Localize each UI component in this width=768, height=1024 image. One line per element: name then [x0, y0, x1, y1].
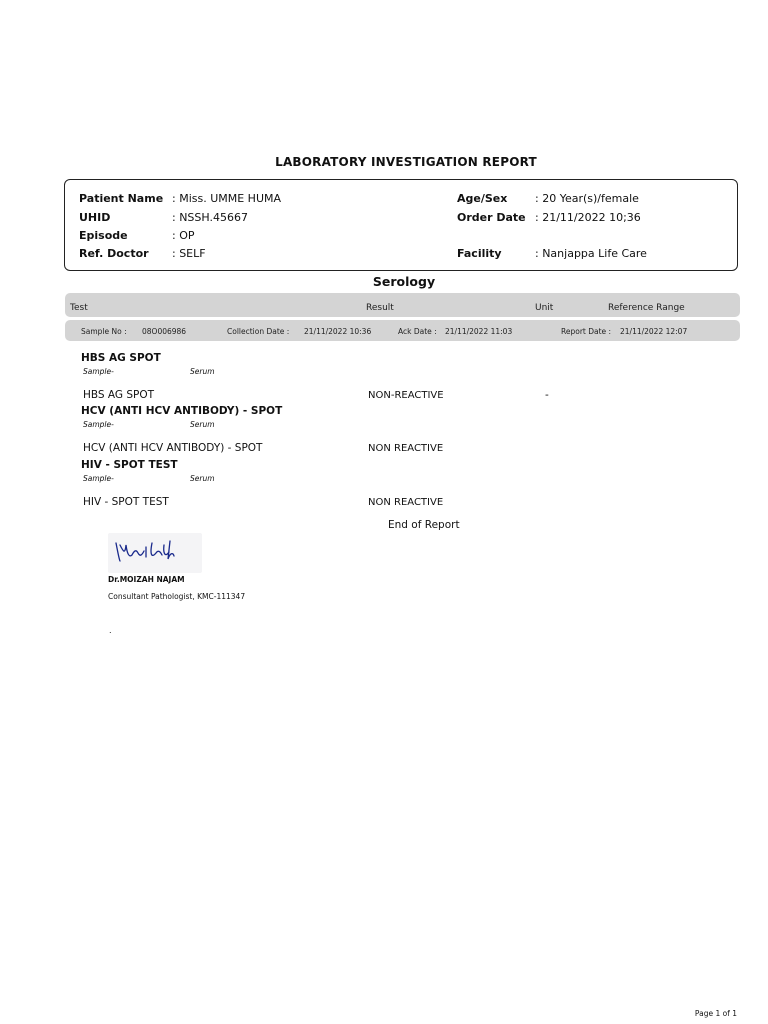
doctor-designation: Consultant Pathologist, KMC-111347 — [108, 592, 246, 601]
test-heading: HIV - SPOT TEST — [81, 459, 178, 471]
sample-no-value: 08O006986 — [142, 327, 187, 336]
episode-label: Episode — [79, 229, 128, 242]
facility-value: : Nanjappa Life Care — [535, 247, 647, 260]
sample-info-bar — [65, 320, 740, 341]
test-unit: - — [545, 389, 549, 401]
specimen-type: Serum — [190, 367, 215, 376]
collection-date-value: 21/11/2022 10:36 — [304, 327, 372, 336]
sample-no-label: Sample No : — [81, 327, 127, 336]
column-unit: Unit — [535, 303, 554, 313]
order-date-label: Order Date — [457, 211, 526, 224]
episode-value: : OP — [172, 229, 195, 242]
ref-doctor-value: : SELF — [172, 247, 206, 260]
order-date-value: : 21/11/2022 10;36 — [535, 211, 641, 224]
patient-name-value: : Miss. UMME HUMA — [172, 192, 282, 205]
test-name: HCV (ANTI HCV ANTIBODY) - SPOT — [83, 442, 263, 454]
uhid-label: UHID — [79, 211, 111, 224]
facility-label: Facility — [457, 247, 502, 260]
patient-name-label: Patient Name — [79, 192, 164, 205]
ack-date-label: Ack Date : — [398, 327, 437, 336]
test-result: NON-REACTIVE — [368, 390, 444, 401]
test-heading: HCV (ANTI HCV ANTIBODY) - SPOT — [81, 405, 283, 417]
age-sex-label: Age/Sex — [457, 192, 508, 205]
ack-date-value: 21/11/2022 11:03 — [445, 327, 513, 336]
collection-date-label: Collection Date : — [227, 327, 290, 336]
specimen-type: Serum — [190, 474, 215, 483]
uhid-value: : NSSH.45667 — [172, 211, 248, 224]
age-sex-value: : 20 Year(s)/female — [535, 192, 639, 205]
column-reference-range: Reference Range — [608, 303, 685, 313]
sample-label: Sample- — [83, 474, 114, 483]
report-date-label: Report Date : — [561, 327, 612, 336]
column-result: Result — [366, 303, 394, 313]
specimen-type: Serum — [190, 420, 215, 429]
sample-label: Sample- — [83, 367, 114, 376]
signature-image — [108, 533, 202, 573]
department-title: Serology — [372, 274, 436, 289]
test-name: HBS AG SPOT — [83, 389, 155, 401]
test-heading: HBS AG SPOT — [81, 352, 161, 364]
report-date-value: 21/11/2022 12:07 — [620, 327, 688, 336]
signature-icon — [108, 533, 202, 573]
sample-label: Sample- — [83, 420, 114, 429]
patient-info-box — [64, 179, 738, 271]
test-result: NON REACTIVE — [368, 497, 444, 508]
end-of-report: End of Report — [388, 519, 460, 531]
column-test: Test — [70, 303, 88, 313]
report-title: LABORATORY INVESTIGATION REPORT — [275, 155, 537, 169]
doctor-name: Dr.MOIZAH NAJAM — [108, 575, 185, 584]
ref-doctor-label: Ref. Doctor — [79, 247, 149, 260]
test-result: NON REACTIVE — [368, 443, 444, 454]
column-header-bar — [65, 293, 740, 317]
test-name: HIV - SPOT TEST — [83, 496, 169, 508]
footer-mark: . — [109, 626, 112, 635]
page-number: Page 1 of 1 — [694, 1009, 737, 1018]
